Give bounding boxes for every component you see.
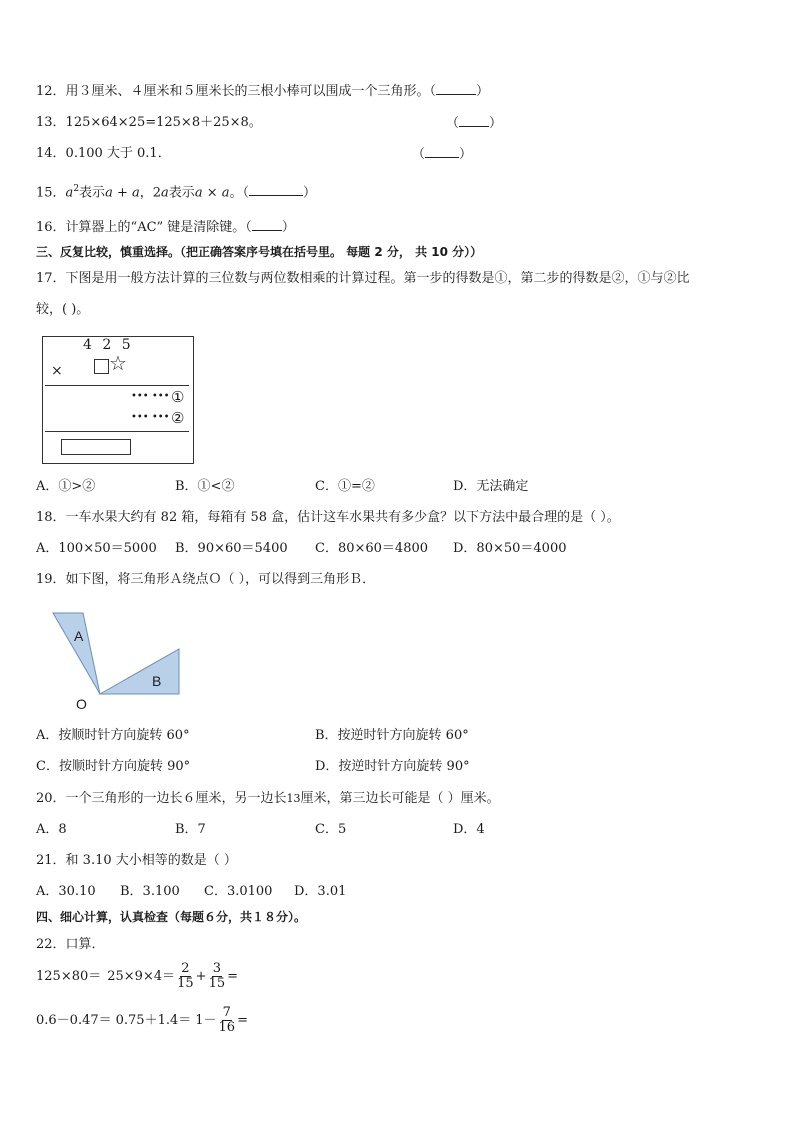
expr-0.75+1.4: 0.75＋1.4＝ — [115, 1012, 192, 1028]
question-text: 14．0.100 大于 0.1． — [36, 146, 171, 161]
q20-option-a[interactable]: A．8 — [36, 822, 67, 837]
mental-math-row-2: 0.6－0.47＝ 0.75＋1.4＝ 1－ $\frac{7}{16}$ = — [36, 1005, 248, 1035]
divider-line — [45, 431, 189, 432]
question-text: 12．用３厘米、４厘米和５厘米长的三根小棒可以围成一个三角形。（ — [36, 84, 437, 99]
question-18: 18．一车水果大约有 82 箱，每箱有 58 盒，估计这车水果共有多少盒？以下方法中最合理的是（ ）。 — [36, 510, 620, 525]
question-text: 16．计算器上的“AC” 键是清除键。（ — [36, 220, 252, 235]
q20-option-b[interactable]: B．7 — [175, 822, 206, 837]
answer-blank[interactable] — [252, 218, 282, 231]
q20-option-d[interactable]: D．4 — [453, 822, 485, 837]
answer-blank[interactable] — [249, 183, 303, 196]
question-13 — [36, 114, 262, 132]
answer-paren: （ ） — [446, 116, 503, 131]
star-icon: ☆ — [109, 351, 127, 375]
fraction-7-16: $\frac{7}{16}$ — [218, 1005, 236, 1035]
question-22: 22．口算． — [36, 937, 105, 952]
multiplication-figure — [42, 336, 194, 464]
q18-option-b[interactable]: B．90×60＝5400 — [175, 541, 288, 556]
q17-option-a[interactable]: A．①>② — [36, 479, 96, 494]
mental-math-row-1: 125×80＝ 25×9×4＝ $\frac{2}{15}$ + $\frac{3}{15}$ = — [36, 961, 239, 991]
q21-option-a[interactable]: A．30.10 — [36, 884, 96, 899]
q18-option-c[interactable]: C．80×60＝4800 — [315, 541, 429, 556]
circle-1-mark: ① — [171, 388, 185, 406]
rotation-figure — [46, 608, 186, 713]
result-box — [61, 439, 131, 455]
q19-option-a[interactable]: A．按顺时针方向旋转 60° — [36, 728, 190, 743]
label-a: A — [74, 628, 84, 644]
expr-25x9x4: 25×9×4＝ — [107, 968, 176, 984]
question-17-line2: 较，( )。 — [36, 302, 90, 317]
answer-blank[interactable] — [425, 145, 459, 158]
expr-125x80: 125×80＝ — [36, 968, 102, 984]
section-3-title: 三、反复比较，慎重选择。（把正确答案序号填在括号里。 每题 2 分， 共 10 分）） — [36, 245, 483, 259]
circle-2-mark: ② — [171, 409, 185, 427]
square-box — [94, 359, 109, 374]
question-16: 16．计算器上的“AC” 键是清除键。（ ） — [36, 220, 295, 235]
answer-paren: （ ） — [412, 147, 473, 162]
label-o: O — [76, 696, 87, 712]
answer-blank[interactable] — [436, 82, 476, 95]
label-b: B — [152, 673, 162, 689]
section-4-title: 四、细心计算，认真检查（每题６分，共１８分）。 — [36, 910, 307, 924]
question-17-line1: 17．下图是用一般方法计算的三位数与两位数相乘的计算过程。第一步的得数是①，第二步的得数是②，①与②比 — [36, 271, 690, 286]
question-19: 19．如下图，将三角形Ａ绕点Ｏ（ ），可以得到三角形Ｂ． — [36, 572, 376, 587]
q21-option-c[interactable]: C．3.0100 — [204, 884, 273, 899]
q17-option-b[interactable]: B．①<② — [175, 479, 235, 494]
fraction-2-15: $\frac{2}{15}$ — [177, 961, 194, 991]
expr-0.6-0.47: 0.6－0.47＝ — [36, 1012, 112, 1028]
question-21: 21．和 3.10 大小相等的数是（ ） — [36, 853, 237, 868]
triangle-a — [53, 613, 100, 694]
dots-row-1: ••• ••• — [131, 391, 170, 402]
question-20: 20．一个三角形的一边长６厘米，另一边长13厘米，第三边长可能是（ ）厘米。 — [36, 791, 500, 806]
divider-line — [45, 385, 189, 386]
question-text: 13．125×64×25=125×8＋25×8。 — [36, 115, 262, 130]
q21-option-d[interactable]: D．3.01 — [294, 884, 347, 899]
answer-blank[interactable] — [459, 114, 489, 127]
times-sign: × — [51, 363, 63, 379]
q19-option-c[interactable]: C．按顺时针方向旋转 90° — [36, 759, 191, 774]
question-15: 15．$a^2$表示a + a，2a表示a × a。（ ） — [36, 184, 317, 201]
q17-option-d[interactable]: D．无法确定 — [453, 479, 529, 494]
q19-option-b[interactable]: B．按逆时针方向旋转 60° — [315, 728, 469, 743]
q18-option-d[interactable]: D．80×50＝4000 — [453, 541, 567, 556]
q20-option-c[interactable]: C．5 — [315, 822, 347, 837]
q19-option-d[interactable]: D．按逆时针方向旋转 90° — [315, 759, 470, 774]
dots-row-2: ••• ••• — [131, 412, 170, 423]
q18-option-a[interactable]: A．100×50＝5000 — [36, 541, 157, 556]
fraction-3-15: $\frac{3}{15}$ — [208, 961, 226, 991]
question-14 — [36, 145, 171, 163]
question-12: 12．用３厘米、４厘米和５厘米长的三根小棒可以围成一个三角形。（ ） — [36, 84, 490, 99]
triangle-b — [100, 649, 179, 694]
q17-option-c[interactable]: C．①=② — [315, 479, 375, 494]
top-digits: 4 2 5 — [83, 337, 134, 353]
q21-option-b[interactable]: B．3.100 — [120, 884, 180, 899]
